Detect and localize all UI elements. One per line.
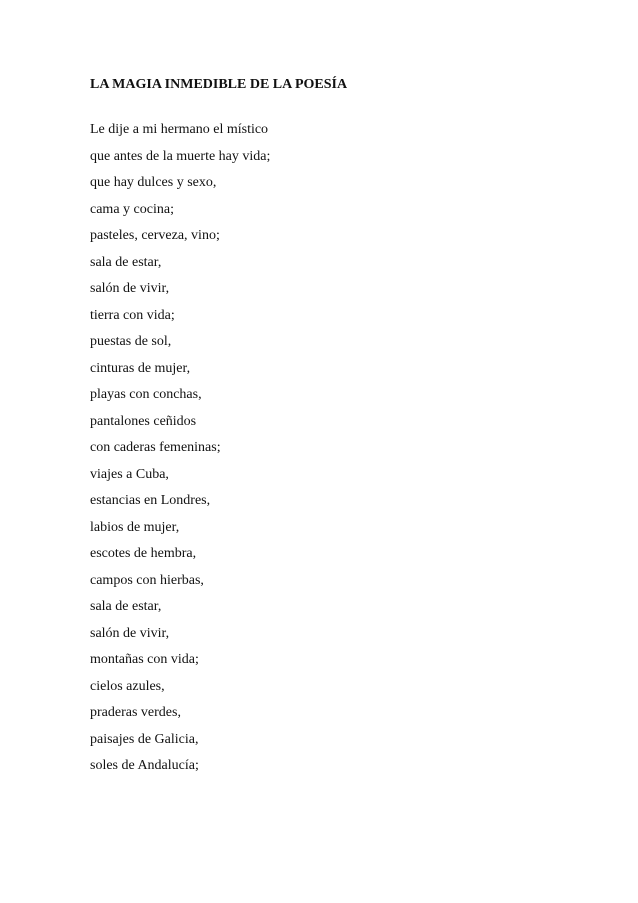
poem-line: tierra con vida; <box>90 307 175 323</box>
poem-line: salón de vivir, <box>90 625 170 641</box>
poem-line: que antes de la muerte hay vida; <box>90 148 271 164</box>
poem-line: escotes de hembra, <box>90 546 197 561</box>
poem-line: paisajes de Galicia, <box>90 731 199 747</box>
poem-line: campos con hierbas, <box>90 572 204 588</box>
poem-line: cielos azules, <box>90 678 165 694</box>
poem-line: Le dije a mi hermano el místico <box>90 122 269 137</box>
poem-line: soles de Andalucía; <box>90 758 199 773</box>
poem-line: pantalones ceñidos <box>90 413 197 429</box>
poem-line: playas con conchas, <box>90 387 202 402</box>
poem-line: puestas de sol, <box>90 334 172 349</box>
poem-title: LA MAGIA INMEDIBLE DE LA POESÍA <box>90 77 348 92</box>
poem-line: pasteles, cerveza, vino; <box>90 228 220 243</box>
poem-line: con caderas femeninas; <box>90 440 221 455</box>
poem-line: labios de mujer, <box>90 519 180 535</box>
poem-line: praderas verdes, <box>90 705 181 720</box>
poem-line: cinturas de mujer, <box>90 360 191 376</box>
poem-line: que hay dulces y sexo, <box>90 175 217 190</box>
poem-line: salón de vivir, <box>90 281 170 296</box>
poem-line: cama y cocina; <box>90 201 174 217</box>
poem-line: montañas con vida; <box>90 652 199 667</box>
poem-body <box>90 121 270 784</box>
poem-line: estancias en Londres, <box>90 493 211 508</box>
poem-line: viajes a Cuba, <box>90 466 169 482</box>
poem-line: sala de estar, <box>90 599 162 614</box>
poem-line: sala de estar, <box>90 254 162 270</box>
